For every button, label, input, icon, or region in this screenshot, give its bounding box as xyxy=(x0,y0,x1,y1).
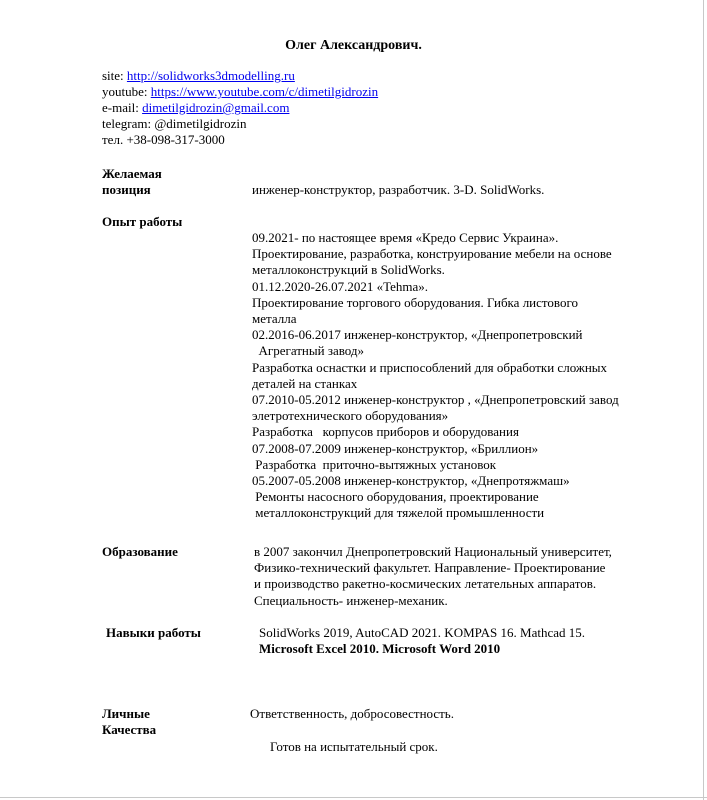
probation-note: Готов на испытательный срок. xyxy=(270,739,438,754)
experience-line: элетротехнического оборудования» xyxy=(252,408,449,424)
telegram-row: telegram: @dimetilgidrozin xyxy=(102,116,247,131)
experience-line: металлоконструкций в SolidWorks. xyxy=(252,262,445,278)
experience-line: 02.2016-06.2017 инженер-конструктор, «Днепропетровский xyxy=(252,327,583,343)
experience-line: 09.2021- по настоящее время «Кредо Сервис Украина». xyxy=(252,230,559,245)
education-line: и производство ракетно-космических летательных аппаратов. xyxy=(254,576,597,592)
education-line: Специальность- инженер-механик. xyxy=(254,592,448,608)
skills-line-bold: Microsoft Excel 2010. Microsoft Word 2010 xyxy=(259,641,501,657)
education-line: в 2007 закончил Днепропетровский Национальный университет, xyxy=(254,544,612,559)
youtube-row xyxy=(102,84,378,100)
experience-line: Проектирование торгового оборудования. Гибка листового xyxy=(252,294,578,310)
experience-line: Разработка приточно-вытяжных установок xyxy=(252,456,497,472)
experience-line: Ремонты насосного оборудования, проектирование xyxy=(252,489,539,505)
position-label-line2: позиция xyxy=(102,182,151,197)
experience-line: Разработка корпусов приборов и оборудования xyxy=(252,424,519,440)
education-block xyxy=(252,544,612,609)
experience-line: Разработка оснастки и приспособлений для обработки сложных xyxy=(252,359,608,375)
youtube-link[interactable]: https://www.youtube.com/c/dimetilgidrozin xyxy=(150,84,379,99)
experience-line: Агрегатный завод» xyxy=(252,343,365,359)
site-label: site: xyxy=(102,68,127,83)
experience-line: деталей на станках xyxy=(252,375,358,391)
skills-line: SolidWorks 2019, AutoCAD 2021. KOMPAS 16. Mathcad 15. xyxy=(259,625,586,640)
education-label: Образование xyxy=(102,544,178,559)
skills-label: Навыки работы xyxy=(106,625,201,640)
experience-line: металлоконструкций для тяжелой промышленности xyxy=(252,505,545,521)
experience-line: 01.12.2020-26.07.2021 «Tehma». xyxy=(252,278,429,294)
email-row xyxy=(102,100,378,116)
email-link[interactable]: dimetilgidrozin@gmail.com xyxy=(142,100,290,115)
contacts-block xyxy=(102,68,378,148)
experience-line: 07.2010-05.2012 инженер-конструктор , «Днепропетровский завод xyxy=(252,392,619,408)
position-text: инженер-конструктор, разработчик. 3-D. SolidWorks. xyxy=(252,182,545,197)
experience-block xyxy=(252,230,619,522)
personal-text: Ответственность, добросовестность. xyxy=(250,706,454,721)
site-link[interactable]: http://solidworks3dmodelling.ru xyxy=(126,68,295,83)
phone-row: тел. +38-098-317-3000 xyxy=(102,132,225,147)
email-label: e-mail: xyxy=(102,100,143,115)
personal-label xyxy=(102,706,156,738)
youtube-label: youtube: xyxy=(102,84,151,99)
education-line: Физико-технический факультет. Направление- Проектирование xyxy=(254,560,606,576)
experience-line: Проектирование, разработка, конструирование мебели на основе xyxy=(252,246,612,262)
experience-label: Опыт работы xyxy=(102,214,183,229)
site-row xyxy=(102,68,378,84)
personal-label-line1: Личные xyxy=(102,706,150,721)
position-label-line1: Желаемая xyxy=(102,166,162,181)
personal-label-line2: Качества xyxy=(102,722,157,737)
experience-line: 07.2008-07.2009 инженер-конструктор, «Бриллион» xyxy=(252,440,539,456)
skills-block xyxy=(259,625,585,657)
experience-line: металла xyxy=(252,311,297,327)
page-edge-bottom xyxy=(0,797,707,798)
experience-line: 05.2007-05.2008 инженер-конструктор, «Днепротяжмаш» xyxy=(252,473,570,489)
page-edge-right xyxy=(703,0,704,800)
position-label xyxy=(102,166,162,198)
resume-name: Олег Александрович. xyxy=(285,38,422,53)
